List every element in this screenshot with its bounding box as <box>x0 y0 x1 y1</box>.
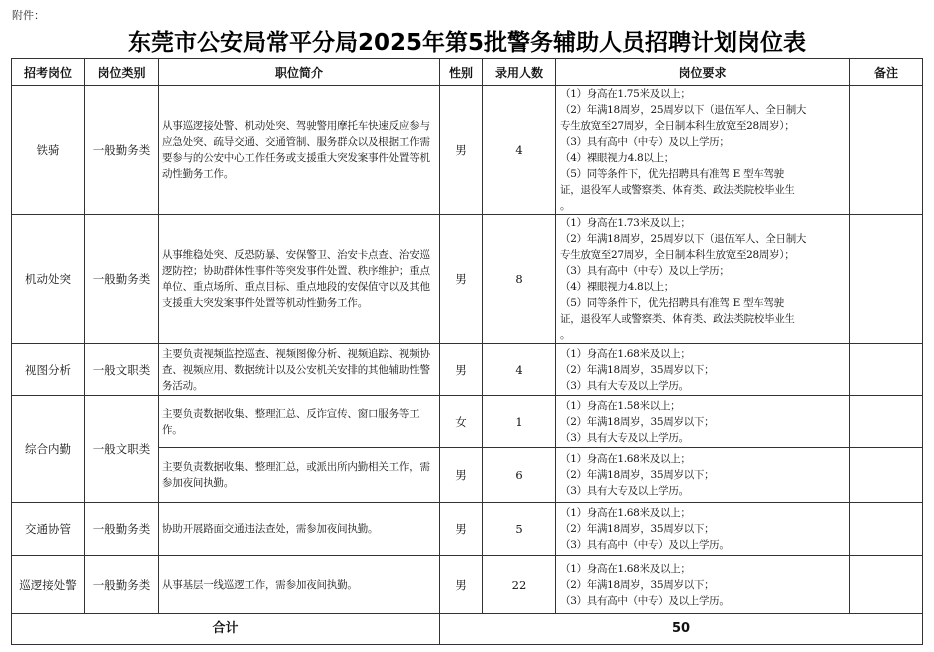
note-cell <box>850 556 923 614</box>
note-cell <box>850 86 923 215</box>
requirement-line: 专生放宽至27周岁，全日制本科生放宽至28周岁）； <box>560 120 795 132</box>
total-label: 合计 <box>12 614 440 645</box>
requirement-line: 证，退役军人或警察类、体育类、政法类院校毕业生 <box>560 184 795 196</box>
count-cell: 6 <box>483 448 556 503</box>
category-cell: 一般勤务类 <box>85 503 159 556</box>
requirements-cell <box>556 396 850 448</box>
requirement-line: （2）年满18周岁，25周岁以下（退伍军人、全日制大 <box>560 104 807 116</box>
note-cell <box>850 344 923 396</box>
total-row <box>12 614 923 645</box>
intro-cell: 协助开展路面交通违法查处，需参加夜间执勤。 <box>159 503 440 556</box>
category-cell: 一般勤务类 <box>85 556 159 614</box>
header-category: 岗位类别 <box>85 59 159 86</box>
intro-cell: 从事巡逻接处警、机动处突、驾驶警用摩托车快速反应参与应急处突、疏导交通、交通管制、服务群众以及根据工作需要参与的公安中心工作任务或支援重大突发案事件处置等机动性勤务工作。 <box>159 86 440 215</box>
note-cell <box>850 503 923 556</box>
position-cell: 视图分析 <box>12 344 85 396</box>
requirement-line: （1）身高在1.58米以上； <box>560 399 681 412</box>
header-count: 录用人数 <box>483 59 556 86</box>
attachment-label: 附件： <box>12 9 45 22</box>
category-cell: 一般文职类 <box>85 344 159 396</box>
note-cell <box>850 396 923 448</box>
header-intro: 职位简介 <box>159 59 440 86</box>
requirement-line: （3）具有高中（中专）及以上学历。 <box>560 594 730 607</box>
requirement-line: （4）裸眼视力4.8以上； <box>560 152 674 164</box>
gender-cell: 男 <box>440 344 483 396</box>
requirements-cell <box>556 556 850 614</box>
count-cell: 4 <box>483 86 556 215</box>
requirement-line: （1）身高在1.75米及以上； <box>560 88 691 100</box>
position-cell: 铁骑 <box>12 86 85 215</box>
requirements-cell <box>556 86 850 215</box>
header-gender: 性别 <box>440 59 483 86</box>
count-cell: 1 <box>483 396 556 448</box>
requirement-line: （3）具有大专及以上学历。 <box>560 485 689 497</box>
requirement-line: 专生放宽至27周岁，全日制本科生放宽至28周岁）； <box>560 249 795 261</box>
intro-cell: 主要负责数据收集、整理汇总，或派出所内勤相关工作，需参加夜间执勤。 <box>159 448 440 503</box>
requirement-line: （3）具有高中（中专）及以上学历； <box>560 136 730 148</box>
count-cell: 22 <box>483 556 556 614</box>
page-title: 东莞市公安局常平分局2025年第5批警务辅助人员招聘计划岗位表 <box>127 30 807 56</box>
requirements-cell <box>556 503 850 556</box>
intro-cell: 从事维稳处突、反恐防暴、安保警卫、治安卡点查、治安巡逻防控；协助群体性事件等突发事件处置、秩序维护；重点单位、重点场所、重点目标、重点地段的安保值守以及其他支援重大突发案事件处置等机动性勤务工作。 <box>159 215 440 344</box>
requirement-line: （3）具有大专及以上学历。 <box>560 379 689 392</box>
recruitment-table <box>11 58 923 645</box>
header-position: 招考岗位 <box>12 59 85 86</box>
requirement-line: （4）裸眼视力4.8以上； <box>560 281 674 293</box>
requirement-line: （1）身高在1.68米及以上； <box>560 507 691 519</box>
count-cell: 5 <box>483 503 556 556</box>
header-note: 备注 <box>850 59 923 86</box>
requirement-line: （1）身高在1.68米及以上； <box>560 453 691 465</box>
gender-cell: 女 <box>440 396 483 448</box>
note-cell <box>850 215 923 344</box>
category-cell: 一般文职类 <box>85 396 159 503</box>
total-value: 50 <box>440 614 923 645</box>
gender-cell: 男 <box>440 86 483 215</box>
requirement-line: 。 <box>560 200 571 212</box>
header-row <box>12 59 923 86</box>
requirement-line: （2）年满18周岁，35周岁以下； <box>560 415 715 428</box>
header-requirements: 岗位要求 <box>556 59 850 86</box>
table-row <box>12 396 923 448</box>
gender-cell: 男 <box>440 556 483 614</box>
gender-cell: 男 <box>440 215 483 344</box>
intro-cell: 主要负责数据收集、整理汇总、反诈宣传、窗口服务等工作。 <box>159 396 440 448</box>
requirement-line: （3）具有高中（中专）及以上学历。 <box>560 539 730 551</box>
requirements-cell <box>556 215 850 344</box>
count-cell: 8 <box>483 215 556 344</box>
count-cell: 4 <box>483 344 556 396</box>
table-row <box>12 86 923 215</box>
requirement-line: （2）年满18周岁，25周岁以下（退伍军人、全日制大 <box>560 233 807 245</box>
requirement-line: （2）年满18周岁，35周岁以下； <box>560 523 715 535</box>
intro-cell: 从事基层一线巡逻工作，需参加夜间执勤。 <box>159 556 440 614</box>
table-row <box>12 344 923 396</box>
gender-cell: 男 <box>440 448 483 503</box>
position-cell: 巡逻接处警 <box>12 556 85 614</box>
requirement-line: （1）身高在1.68米及以上； <box>560 562 691 575</box>
requirement-line: 。 <box>560 329 571 341</box>
requirement-line: （5）同等条件下，优先招聘具有准驾 E 型车驾驶 <box>560 297 784 309</box>
requirement-line: 证，退役军人或警察类、体育类、政法类院校毕业生 <box>560 313 795 325</box>
table-row <box>12 556 923 614</box>
position-cell: 交通协管 <box>12 503 85 556</box>
category-cell: 一般勤务类 <box>85 215 159 344</box>
gender-cell: 男 <box>440 503 483 556</box>
requirement-line: （2）年满18周岁，35周岁以下； <box>560 578 715 591</box>
requirement-line: （1）身高在1.73米及以上； <box>560 217 691 229</box>
intro-cell: 主要负责视频监控巡查、视频图像分析、视频追踪、视频协查、视频应用、数据统计以及公安机关安排的其他辅助性警务活动。 <box>159 344 440 396</box>
table-row <box>12 215 923 344</box>
note-cell <box>850 448 923 503</box>
category-cell: 一般勤务类 <box>85 86 159 215</box>
position-cell: 综合内勤 <box>12 396 85 503</box>
requirement-line: （2）年满18周岁，35周岁以下； <box>560 469 715 481</box>
table-row <box>12 503 923 556</box>
requirements-cell <box>556 448 850 503</box>
requirement-line: （3）具有大专及以上学历。 <box>560 431 689 444</box>
requirement-line: （1）身高在1.68米及以上； <box>560 347 691 360</box>
requirement-line: （5）同等条件下，优先招聘具有准驾 E 型车驾驶 <box>560 168 784 180</box>
requirements-cell <box>556 344 850 396</box>
position-cell: 机动处突 <box>12 215 85 344</box>
requirement-line: （3）具有高中（中专）及以上学历； <box>560 265 730 277</box>
requirement-line: （2）年满18周岁，35周岁以下； <box>560 363 715 376</box>
